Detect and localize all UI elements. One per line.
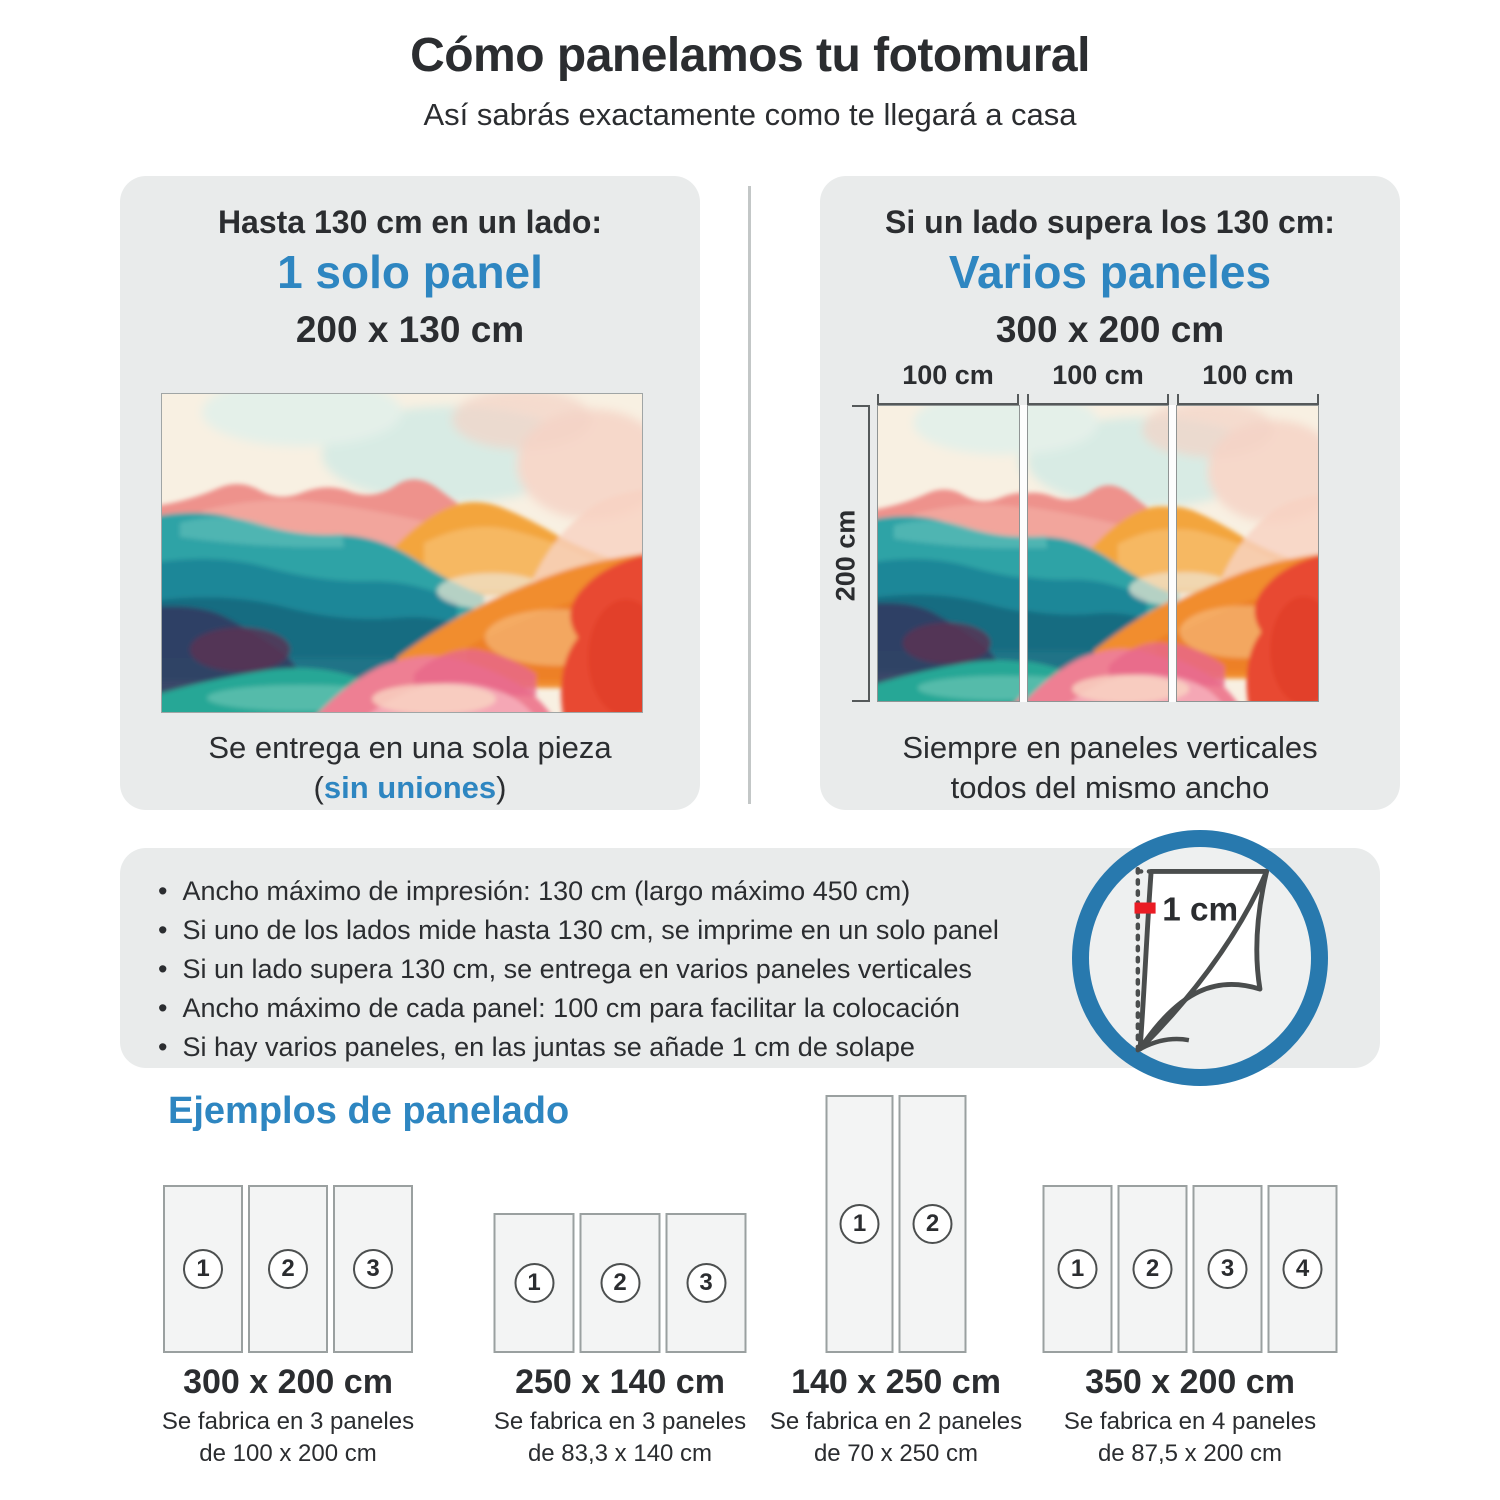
watercolor-slice-1 xyxy=(878,406,1019,701)
panel-row xyxy=(163,1185,413,1353)
bullet-dot-icon: • xyxy=(158,915,168,945)
width-bracket-2 xyxy=(1027,394,1169,405)
watercolor-image xyxy=(162,394,642,712)
caption-highlight: sin uniones xyxy=(323,770,497,805)
panel-number-badge: 1 xyxy=(840,1204,880,1244)
panel-number-badge: 1 xyxy=(1058,1249,1098,1289)
width-bracket-3 xyxy=(1177,394,1319,405)
single-panel-caption xyxy=(120,728,700,808)
rule-text: Si hay varios paneles, en las juntas se añade 1 cm de solape xyxy=(182,1032,915,1062)
overlap-label: 1 cm xyxy=(1162,891,1239,929)
example-panel xyxy=(494,1213,575,1353)
example-group-4 xyxy=(1020,1095,1360,1470)
example-size: 250 x 140 cm xyxy=(515,1363,725,1401)
bullet-dot-icon: • xyxy=(158,993,168,1023)
panel-number-badge: 3 xyxy=(686,1263,726,1303)
panel-number-badge: 2 xyxy=(913,1204,953,1244)
single-panel-card xyxy=(120,176,700,810)
bullet-dot-icon: • xyxy=(158,876,168,906)
multi-panel-size: 300 x 200 cm xyxy=(995,309,1225,350)
example-panel xyxy=(163,1185,243,1353)
panel-number-badge: 2 xyxy=(268,1249,308,1289)
bullet-dot-icon: • xyxy=(158,1032,168,1062)
caption-paren-open: ( xyxy=(313,770,324,805)
strip-panel-2 xyxy=(1027,405,1170,702)
single-panel-size: 200 x 130 cm xyxy=(295,309,525,350)
multi-panel-condition: Si un lado supera los 130 cm: xyxy=(885,204,1335,240)
example-panel xyxy=(1043,1185,1113,1353)
overlap-page-curl-icon xyxy=(1089,847,1311,1069)
example-desc-line1: Se fabrica en 4 paneles xyxy=(1063,1408,1317,1435)
example-desc-line2: de 70 x 250 cm xyxy=(813,1440,979,1467)
example-panel xyxy=(1268,1185,1338,1353)
rule-text: Ancho máximo de impresión: 130 cm (largo máximo 450 cm) xyxy=(182,876,911,906)
panel-row xyxy=(826,1095,967,1353)
multi-panel-caption xyxy=(820,728,1400,808)
caption-line1: Siempre en paneles verticales xyxy=(902,730,1318,765)
example-group-1 xyxy=(118,1095,458,1470)
example-desc-line1: Se fabrica en 3 paneles xyxy=(161,1408,415,1435)
width-label-3: 100 cm xyxy=(1202,360,1294,390)
example-panel xyxy=(826,1095,894,1353)
example-panel xyxy=(899,1095,967,1353)
multi-panel-card xyxy=(820,176,1400,810)
single-panel-artwork xyxy=(161,393,643,713)
rules-box xyxy=(120,848,1380,1068)
panel-number-badge: 1 xyxy=(183,1249,223,1289)
width-label-2: 100 cm xyxy=(1052,360,1144,390)
panel-strip xyxy=(877,405,1319,702)
width-bracket-1 xyxy=(877,394,1019,405)
rule-text: Si un lado supera 130 cm, se entrega en varios paneles verticales xyxy=(182,954,972,984)
example-desc-line2: de 83,3 x 140 cm xyxy=(527,1440,713,1467)
caption-line2: todos del mismo ancho xyxy=(950,770,1270,805)
rule-text: Si uno de los lados mide hasta 130 cm, se imprime en un solo panel xyxy=(182,915,999,945)
panel-number-badge: 3 xyxy=(353,1249,393,1289)
example-size: 300 x 200 cm xyxy=(183,1363,393,1401)
page-title: Cómo panelamos tu fotomural xyxy=(410,29,1090,82)
panel-number-badge: 2 xyxy=(600,1263,640,1303)
page-subtitle: Así sabrás exactamente como te llegará a casa xyxy=(423,97,1077,132)
example-panel xyxy=(1118,1185,1188,1353)
watercolor-slice-2 xyxy=(1028,406,1169,701)
example-panel xyxy=(333,1185,413,1353)
examples-heading: Ejemplos de panelado xyxy=(168,1090,570,1132)
card-divider xyxy=(748,186,751,804)
panel-row xyxy=(494,1213,747,1353)
overlap-mark xyxy=(1135,903,1156,914)
strip-panel-1 xyxy=(877,405,1020,702)
panel-area xyxy=(118,1095,458,1353)
bullet-dot-icon: • xyxy=(158,954,168,984)
watercolor-slice-3 xyxy=(1177,406,1318,701)
panel-number-badge: 1 xyxy=(514,1263,554,1303)
example-panel xyxy=(1193,1185,1263,1353)
panel-number-badge: 4 xyxy=(1283,1249,1323,1289)
panel-row xyxy=(1043,1185,1338,1353)
overlap-badge xyxy=(1072,830,1328,1086)
multi-panel-result: Varios paneles xyxy=(948,246,1272,298)
panel-number-badge: 2 xyxy=(1133,1249,1173,1289)
height-label: 200 cm xyxy=(830,509,861,602)
example-group-3 xyxy=(726,1095,1066,1470)
panel-area xyxy=(1020,1095,1360,1353)
strip-panel-3 xyxy=(1176,405,1319,702)
example-size: 140 x 250 cm xyxy=(791,1363,1001,1401)
single-panel-result: 1 solo panel xyxy=(277,246,543,298)
example-panel xyxy=(248,1185,328,1353)
example-desc xyxy=(118,1406,458,1470)
rule-text: Ancho máximo de cada panel: 100 cm para facilitar la colocación xyxy=(182,993,960,1023)
single-panel-condition: Hasta 130 cm en un lado: xyxy=(217,204,603,240)
example-desc-line1: Se fabrica en 2 paneles xyxy=(769,1408,1023,1435)
example-size: 350 x 200 cm xyxy=(1085,1363,1295,1401)
panel-area xyxy=(726,1095,1066,1353)
example-desc-line2: de 87,5 x 200 cm xyxy=(1097,1440,1283,1467)
example-panel xyxy=(580,1213,661,1353)
caption-line1: Se entrega en una sola pieza xyxy=(208,730,612,765)
width-label-1: 100 cm xyxy=(902,360,994,390)
caption-paren-close: ) xyxy=(496,770,507,805)
example-desc xyxy=(1020,1406,1360,1470)
example-desc-line2: de 100 x 200 cm xyxy=(199,1440,377,1467)
example-desc-line1: Se fabrica en 3 paneles xyxy=(493,1408,747,1435)
example-desc xyxy=(726,1406,1066,1470)
panel-number-badge: 3 xyxy=(1208,1249,1248,1289)
